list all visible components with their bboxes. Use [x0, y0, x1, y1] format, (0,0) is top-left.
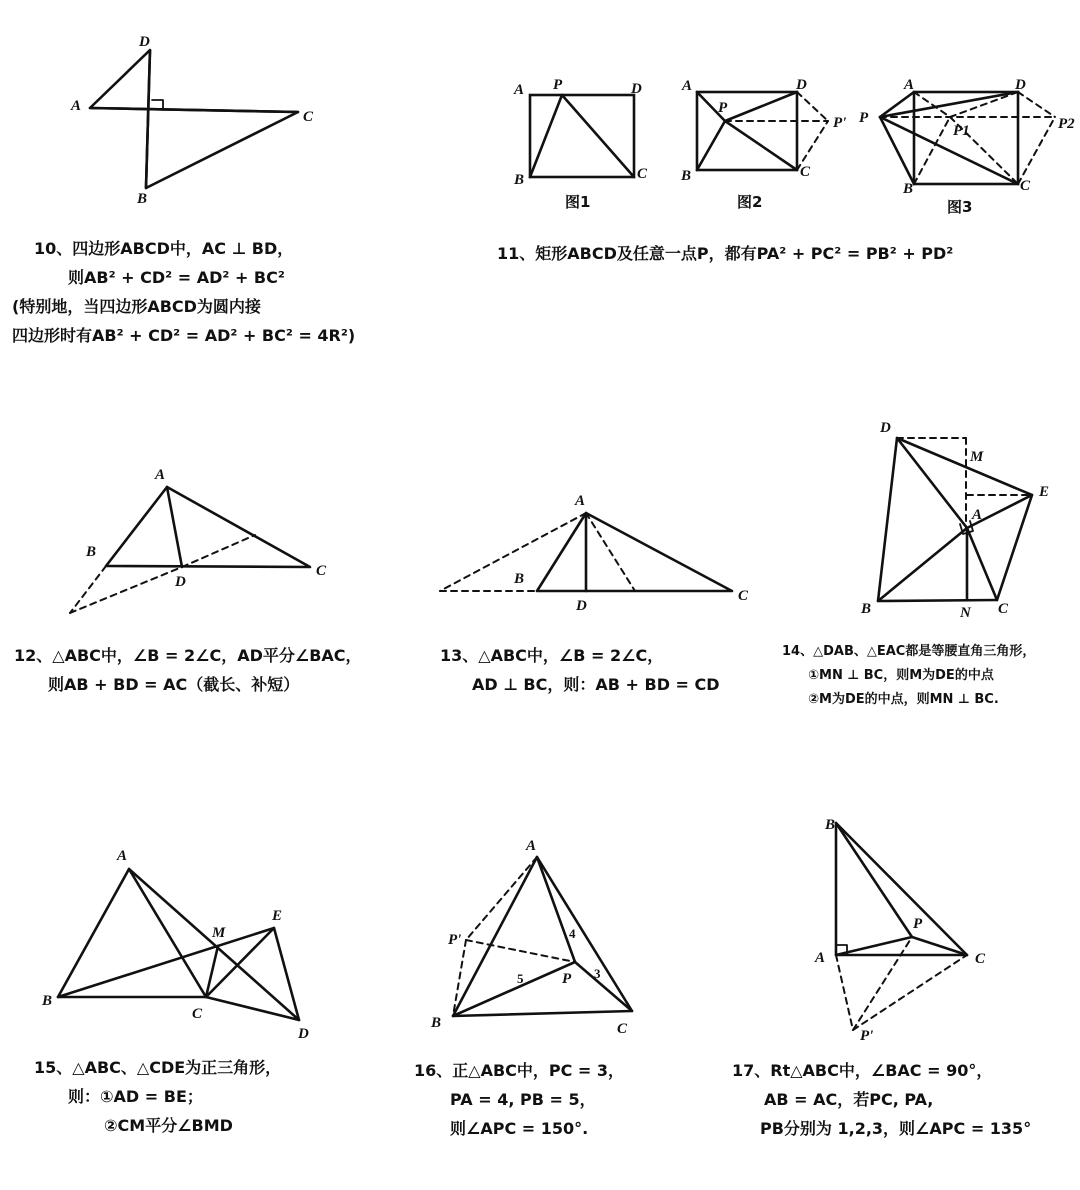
theorem-16-line-1: 16、正△ABC中，PC = 3，: [414, 1061, 625, 1080]
caption-fig1: 图1: [565, 193, 591, 211]
theorem-17-line-3: PB分别为 1,2,3，则∠APC = 135°: [760, 1119, 1032, 1138]
theorem-10-line-4: 四边形时有AB² + CD² = AD² + BC² = 4R²): [12, 326, 356, 345]
theorem-16-line-2: PA = 4, PB = 5，: [450, 1090, 596, 1109]
label-C: C: [1020, 178, 1031, 194]
theorem-16-line-3: 则∠APC = 150°.: [450, 1119, 589, 1138]
label-P2: P2: [1058, 116, 1075, 132]
theorem-13: [440, 641, 720, 699]
theorem-10-line-3: (特别地，当四边形ABCD为圆内接: [12, 297, 261, 316]
label-C: C: [975, 951, 986, 967]
theorem-12: [14, 641, 362, 699]
label-D: D: [576, 598, 587, 614]
figure-11-3: [859, 77, 1075, 216]
label-B: B: [137, 191, 148, 207]
label-B: B: [681, 168, 692, 184]
theorem-17-line-1: 17、Rt△ABC中，∠BAC = 90°，: [732, 1061, 993, 1080]
label-P: P: [718, 100, 728, 116]
label-C: C: [192, 1006, 203, 1022]
label-P-prime: P': [833, 115, 847, 131]
label-A: A: [155, 467, 166, 483]
label-P-prime: P': [448, 932, 462, 948]
theorem-10-line-1: 10、四边形ABCD中，AC ⊥ BD，: [34, 239, 294, 258]
theorem-14-line-2: ①MN ⊥ BC，则M为DE的中点: [808, 668, 994, 683]
label-A: A: [682, 78, 693, 94]
label-A: A: [972, 507, 983, 523]
label-D: D: [139, 34, 150, 50]
label-D: D: [631, 81, 642, 97]
label-D: D: [298, 1026, 309, 1042]
label-B: B: [42, 993, 53, 1009]
figure-13: [440, 493, 749, 614]
label-B: B: [514, 571, 525, 587]
label-B: B: [825, 817, 836, 833]
label-A: A: [514, 82, 525, 98]
theorem-10-line-2: 则AB² + CD² = AD² + BC²: [68, 268, 285, 287]
label-A: A: [526, 838, 537, 854]
label-N: N: [960, 605, 971, 621]
label-D: D: [880, 420, 891, 436]
label-C: C: [637, 166, 648, 182]
label-C: C: [738, 588, 749, 604]
figure-16: [430, 838, 632, 1037]
theorem-14-line-3: ②M为DE的中点，则MN ⊥ BC.: [808, 692, 999, 707]
theorem-15-line-2: 则：①AD = BE；: [68, 1087, 203, 1106]
label-B: B: [431, 1015, 442, 1031]
label-3: 3: [594, 966, 601, 981]
theorem-15: [34, 1053, 281, 1140]
label-P: P: [553, 77, 563, 93]
label-C: C: [316, 563, 327, 579]
figure-17: [814, 817, 986, 1044]
label-D: D: [796, 77, 807, 93]
theorem-15-line-1: 15、△ABC、△CDE为正三角形，: [34, 1058, 282, 1077]
label-P1: P1: [953, 123, 970, 139]
label-P: P: [859, 110, 869, 126]
label-A: A: [575, 493, 586, 509]
theorem-17-line-2: AB = AC，若PC, PA,: [764, 1090, 934, 1109]
label-P: P: [562, 971, 572, 987]
label-E: E: [1039, 484, 1050, 500]
label-A: A: [117, 848, 128, 864]
label-C: C: [998, 601, 1009, 617]
label-A: A: [815, 950, 826, 966]
theorem-11: [497, 239, 953, 268]
theorem-13-line-1: 13、△ABC中，∠B = 2∠C，: [440, 646, 664, 665]
theorem-12-line-2: 则AB + BD = AC（截长、补短）: [48, 675, 300, 694]
label-E: E: [272, 908, 283, 924]
label-D: D: [1015, 77, 1026, 93]
label-C: C: [303, 109, 314, 125]
theorem-10: [12, 234, 356, 350]
figure-11-2: [680, 77, 846, 211]
label-P: P: [913, 916, 923, 932]
theorem-13-line-2: AD ⊥ BC，则：AB + BD = CD: [472, 675, 720, 694]
caption-fig3: 图3: [947, 198, 973, 216]
label-M: M: [212, 925, 226, 941]
label-C: C: [800, 164, 811, 180]
theorem-17: [732, 1056, 1031, 1143]
theorem-12-line-1: 12、△ABC中，∠B = 2∠C，AD平分∠BAC，: [14, 646, 362, 665]
label-B: B: [861, 601, 872, 617]
label-B: B: [514, 172, 525, 188]
figure-14: [860, 420, 1049, 621]
theorem-15-line-3: ②CM平分∠BMD: [104, 1116, 233, 1135]
theorem-14-line-1: 14、△DAB、△EAC都是等腰直角三角形，: [782, 644, 1036, 659]
label-B: B: [903, 181, 914, 197]
label-P-prime: P': [860, 1028, 874, 1044]
label-M: M: [970, 449, 984, 465]
label-D: D: [175, 574, 186, 590]
label-4: 4: [569, 926, 576, 941]
figure-11-1: [513, 77, 648, 211]
figure-15: [41, 848, 309, 1042]
label-5: 5: [517, 971, 524, 986]
label-C: C: [617, 1021, 628, 1037]
figure-10-kite: [70, 34, 314, 207]
theorem-16: [414, 1056, 624, 1143]
label-B: B: [86, 544, 97, 560]
figure-12: [70, 467, 327, 613]
caption-fig2: 图2: [737, 193, 763, 211]
theorem-14: [782, 640, 1035, 712]
theorem-11-line-1: 11、矩形ABCD及任意一点P，都有PA² + PC² = PB² + PD²: [497, 244, 954, 263]
label-A: A: [71, 98, 82, 114]
label-A: A: [904, 77, 915, 93]
